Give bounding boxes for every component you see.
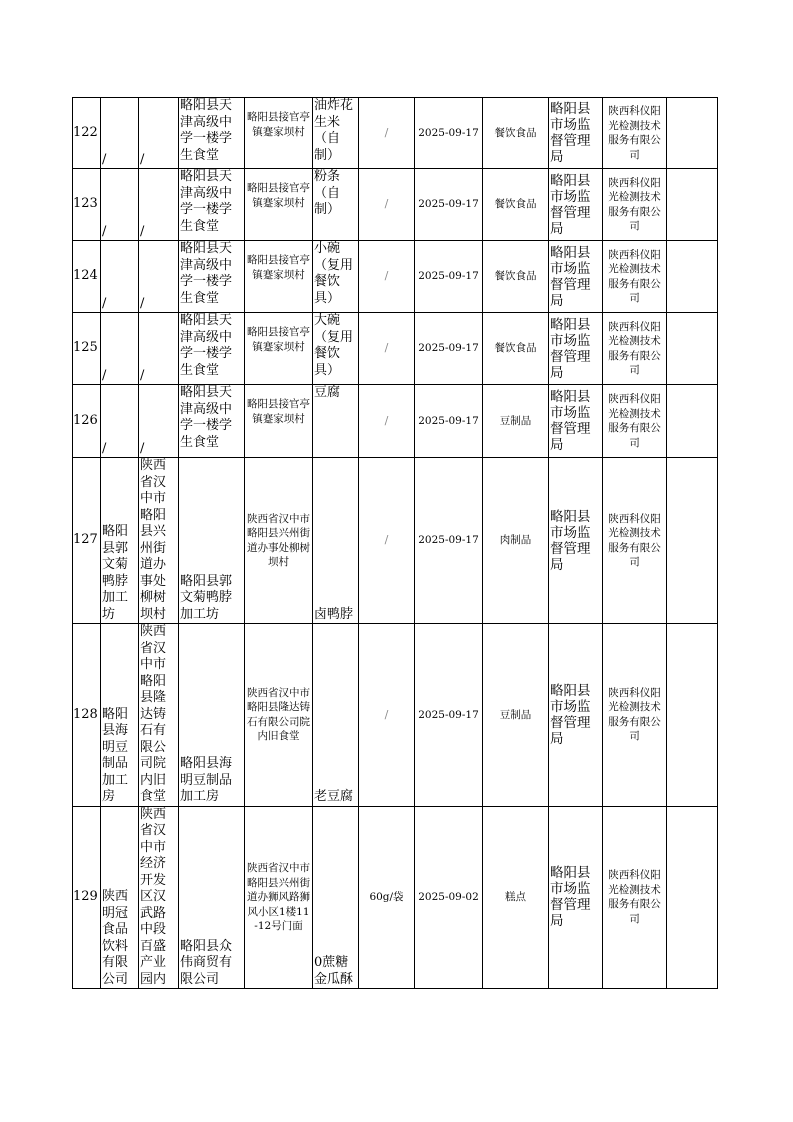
specification: /	[359, 241, 415, 313]
sampled-address: 陕西省汉中市略阳县兴州街道办事处柳树坝村	[245, 458, 313, 624]
producer-address: /	[139, 169, 179, 241]
remarks	[667, 385, 718, 458]
product-name: 油炸花生米（自制）	[313, 98, 359, 169]
food-category: 餐饮食品	[483, 98, 549, 169]
production-date: 2025-09-17	[415, 169, 483, 241]
sampled-unit: 略阳县天津高级中学一楼学生食堂	[179, 241, 245, 313]
product-name: 老豆腐	[313, 624, 359, 807]
production-date: 2025-09-17	[415, 241, 483, 313]
sampled-address: 陕西省汉中市略阳县兴州街道办狮风路狮风小区1楼11-12号门面	[245, 806, 313, 989]
table-row	[73, 385, 718, 458]
supervising-agency: 略阳县市场监督管理局	[549, 385, 603, 458]
row-number: 129	[73, 806, 101, 989]
row-number: 123	[73, 169, 101, 241]
table-row	[73, 98, 718, 169]
sampled-unit: 略阳县天津高级中学一楼学生食堂	[179, 98, 245, 169]
row-number: 128	[73, 624, 101, 807]
producer-name: /	[101, 98, 139, 169]
table-row	[73, 458, 718, 624]
sampling-results-table	[72, 97, 718, 989]
sampled-unit: 略阳县众伟商贸有限公司	[179, 806, 245, 989]
sampled-unit: 略阳县郭文菊鸭脖加工坊	[179, 458, 245, 624]
row-number: 127	[73, 458, 101, 624]
testing-lab: 陕西科仪阳光检测技术服务有限公司	[603, 241, 667, 313]
product-name: 小碗（复用餐饮具）	[313, 241, 359, 313]
specification: /	[359, 385, 415, 458]
producer-address: /	[139, 313, 179, 385]
testing-lab: 陕西科仪阳光检测技术服务有限公司	[603, 458, 667, 624]
testing-lab: 陕西科仪阳光检测技术服务有限公司	[603, 624, 667, 807]
sampled-address: 略阳县接官亭镇蹇家坝村	[245, 169, 313, 241]
food-category: 餐饮食品	[483, 169, 549, 241]
producer-address: 陕西省汉中市经济开发区汉武路中段百盛产业园内	[139, 806, 179, 989]
producer-name: 略阳县郭文菊鸭脖加工坊	[101, 458, 139, 624]
production-date: 2025-09-17	[415, 458, 483, 624]
specification: 60g/袋	[359, 806, 415, 989]
remarks	[667, 458, 718, 624]
supervising-agency: 略阳县市场监督管理局	[549, 624, 603, 807]
food-category: 豆制品	[483, 385, 549, 458]
sampled-address: 略阳县接官亭镇蹇家坝村	[245, 313, 313, 385]
sampled-address: 略阳县接官亭镇蹇家坝村	[245, 98, 313, 169]
testing-lab: 陕西科仪阳光检测技术服务有限公司	[603, 806, 667, 989]
remarks	[667, 806, 718, 989]
supervising-agency: 略阳县市场监督管理局	[549, 169, 603, 241]
row-number: 125	[73, 313, 101, 385]
food-category: 餐饮食品	[483, 241, 549, 313]
row-number: 126	[73, 385, 101, 458]
production-date: 2025-09-17	[415, 98, 483, 169]
testing-lab: 陕西科仪阳光检测技术服务有限公司	[603, 169, 667, 241]
testing-lab: 陕西科仪阳光检测技术服务有限公司	[603, 98, 667, 169]
remarks	[667, 624, 718, 807]
sampled-unit: 略阳县海明豆制品加工房	[179, 624, 245, 807]
sampled-address: 略阳县接官亭镇蹇家坝村	[245, 241, 313, 313]
table-row	[73, 241, 718, 313]
supervising-agency: 略阳县市场监督管理局	[549, 98, 603, 169]
row-number: 124	[73, 241, 101, 313]
table-row	[73, 806, 718, 989]
remarks	[667, 241, 718, 313]
food-category: 糕点	[483, 806, 549, 989]
production-date: 2025-09-17	[415, 385, 483, 458]
testing-lab: 陕西科仪阳光检测技术服务有限公司	[603, 313, 667, 385]
producer-name: /	[101, 385, 139, 458]
sampled-unit: 略阳县天津高级中学一楼学生食堂	[179, 169, 245, 241]
table-row	[73, 624, 718, 807]
producer-name: /	[101, 169, 139, 241]
product-name: 卤鸭脖	[313, 458, 359, 624]
specification: /	[359, 169, 415, 241]
remarks	[667, 169, 718, 241]
row-number: 122	[73, 98, 101, 169]
testing-lab: 陕西科仪阳光检测技术服务有限公司	[603, 385, 667, 458]
food-category: 肉制品	[483, 458, 549, 624]
producer-address: /	[139, 241, 179, 313]
production-date: 2025-09-17	[415, 624, 483, 807]
table-row	[73, 313, 718, 385]
product-name: 大碗（复用餐饮具）	[313, 313, 359, 385]
producer-name: /	[101, 241, 139, 313]
producer-address: /	[139, 98, 179, 169]
producer-name: /	[101, 313, 139, 385]
remarks	[667, 98, 718, 169]
sampled-unit: 略阳县天津高级中学一楼学生食堂	[179, 313, 245, 385]
supervising-agency: 略阳县市场监督管理局	[549, 806, 603, 989]
supervising-agency: 略阳县市场监督管理局	[549, 313, 603, 385]
production-date: 2025-09-17	[415, 313, 483, 385]
sampled-address: 陕西省汉中市略阳县隆达铸石有限公司院内旧食堂	[245, 624, 313, 807]
table-row	[73, 169, 718, 241]
product-name: 豆腐	[313, 385, 359, 458]
specification: /	[359, 313, 415, 385]
supervising-agency: 略阳县市场监督管理局	[549, 458, 603, 624]
producer-name: 略阳县海明豆制品加工房	[101, 624, 139, 807]
food-category: 餐饮食品	[483, 313, 549, 385]
producer-name: 陕西明冠食品饮料有限公司	[101, 806, 139, 989]
specification: /	[359, 98, 415, 169]
product-name: 粉条（自制）	[313, 169, 359, 241]
specification: /	[359, 458, 415, 624]
supervising-agency: 略阳县市场监督管理局	[549, 241, 603, 313]
production-date: 2025-09-02	[415, 806, 483, 989]
producer-address: 陕西省汉中市略阳县隆达铸石有限公司院内旧食堂	[139, 624, 179, 807]
producer-address: /	[139, 385, 179, 458]
product-name: 0蔗糖金瓜酥	[313, 806, 359, 989]
sampled-address: 略阳县接官亭镇蹇家坝村	[245, 385, 313, 458]
specification: /	[359, 624, 415, 807]
sampled-unit: 略阳县天津高级中学一楼学生食堂	[179, 385, 245, 458]
producer-address: 陕西省汉中市略阳县兴州街道办事处柳树坝村	[139, 458, 179, 624]
food-category: 豆制品	[483, 624, 549, 807]
remarks	[667, 313, 718, 385]
